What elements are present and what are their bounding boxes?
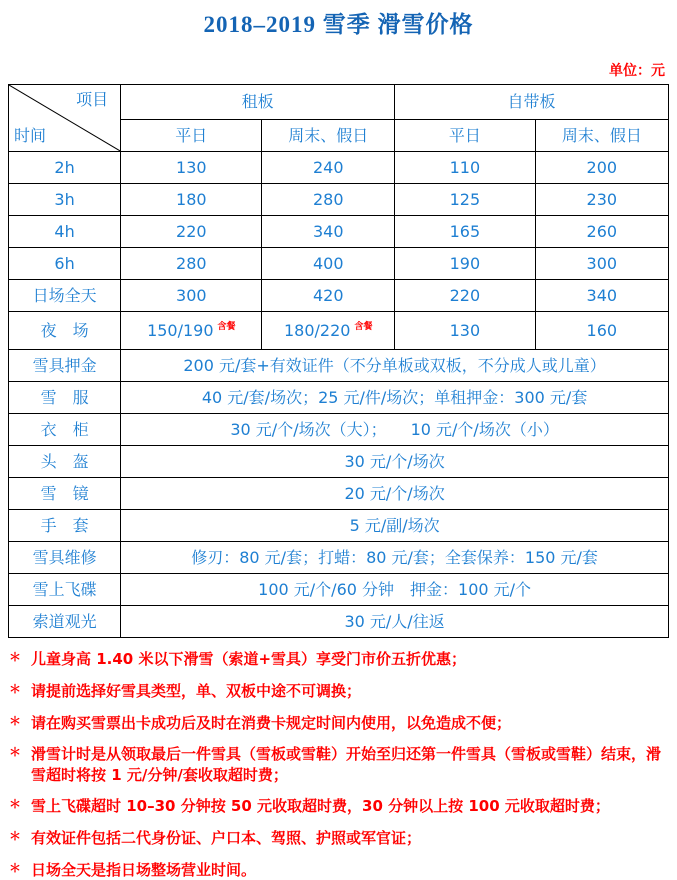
footnote-item xyxy=(8,744,671,785)
table-row-3h xyxy=(9,184,669,216)
row-label: 雪具押金 xyxy=(9,350,121,382)
table-row-4h xyxy=(9,216,669,248)
row-content: 100 元/个/60 分钟 押金：100 元/个 xyxy=(121,574,669,606)
row-label: 头 盔 xyxy=(9,446,121,478)
footnote-item xyxy=(8,713,671,733)
price-value: 150/190 xyxy=(147,320,214,340)
price-cell: 300 xyxy=(121,280,262,312)
price-cell: 110 xyxy=(395,152,536,184)
table-row-goggles xyxy=(9,478,669,510)
price-value: 180/220 xyxy=(284,320,351,340)
unit-label: 单位：元 xyxy=(609,63,665,79)
row-label: 衣 柜 xyxy=(9,414,121,446)
row-label: 3h xyxy=(9,184,121,216)
price-cell: 180 xyxy=(121,184,262,216)
row-label: 雪 服 xyxy=(9,382,121,414)
row-content: 40 元/套/场次；25 元/件/场次；单租押金：300 元/套 xyxy=(121,382,669,414)
table-row-night xyxy=(9,312,669,350)
row-content: 30 元/人/往返 xyxy=(121,606,669,638)
table-row-ski-suit xyxy=(9,382,669,414)
page-title: 2018–2019 雪季 滑雪价格 xyxy=(203,12,474,37)
footnote-text: 滑雪计时是从领取最后一件雪具（雪板或雪鞋）开始至归还第一件雪具（雪板或雪鞋）结束，滑雪超时将按 1 元/分钟/套收取超时费； xyxy=(31,745,662,784)
footnotes xyxy=(8,649,671,880)
price-cell: 220 xyxy=(121,216,262,248)
table-row-gloves xyxy=(9,510,669,542)
asterisk-marker: ＊ xyxy=(9,681,22,696)
price-cell: 260 xyxy=(535,216,668,248)
row-content: 20 元/个/场次 xyxy=(121,478,669,510)
price-cell: 400 xyxy=(262,248,395,280)
price-cell: 230 xyxy=(535,184,668,216)
price-cell: 125 xyxy=(395,184,536,216)
footnote-item xyxy=(8,796,671,816)
asterisk-marker: ＊ xyxy=(9,860,22,875)
sub-header-weekend: 周末、假日 xyxy=(535,120,668,152)
asterisk-marker: ＊ xyxy=(9,829,22,843)
sub-header-weekday: 平日 xyxy=(121,120,262,152)
price-cell: 240 xyxy=(262,152,395,184)
table-row-locker xyxy=(9,414,669,446)
meal-included-superscript: 含餐 xyxy=(354,321,373,332)
price-cell: 160 xyxy=(535,312,668,350)
table-row-snow-tube xyxy=(9,574,669,606)
row-label: 雪具维修 xyxy=(9,542,121,574)
row-label: 4h xyxy=(9,216,121,248)
footnote-item xyxy=(8,828,671,848)
price-cell: 130 xyxy=(121,152,262,184)
row-content: 200 元/套+有效证件（不分单板或双板，不分成人或儿童） xyxy=(121,350,669,382)
price-cell: 280 xyxy=(262,184,395,216)
footnote-text: 请提前选择好雪具类型，单、双板中途不可调换； xyxy=(31,681,362,700)
asterisk-marker: ＊ xyxy=(9,650,22,664)
table-row-equipment-deposit xyxy=(9,350,669,382)
asterisk-marker: ＊ xyxy=(9,797,22,812)
sub-header-weekday: 平日 xyxy=(395,120,536,152)
row-label: 手 套 xyxy=(9,510,121,542)
price-cell: 165 xyxy=(395,216,536,248)
footnote-item xyxy=(8,860,671,880)
group-header-rent-board: 租板 xyxy=(121,85,395,120)
asterisk-marker: ＊ xyxy=(9,713,22,728)
sub-header-weekend: 周末、假日 xyxy=(262,120,395,152)
row-content: 30 元/个/场次 xyxy=(121,446,669,478)
price-cell: 300 xyxy=(535,248,668,280)
table-row-equipment-repair xyxy=(9,542,669,574)
row-label: 2h xyxy=(9,152,121,184)
table-row-2h xyxy=(9,152,669,184)
price-cell: 220 xyxy=(395,280,536,312)
row-label: 6h xyxy=(9,248,121,280)
row-content: 30 元/个/场次（大）； 10 元/个/场次（小） xyxy=(121,414,669,446)
table-row-helmet xyxy=(9,446,669,478)
price-cell: 340 xyxy=(262,216,395,248)
row-label: 夜 场 xyxy=(9,312,121,350)
footnote-text: 有效证件包括二代身份证、户口本、驾照、护照或军官证； xyxy=(31,829,422,847)
row-label: 日场全天 xyxy=(9,280,121,312)
footnote-text: 请在购买雪票出卡成功后及时在消费卡规定时间内使用，以免造成不便； xyxy=(31,713,512,732)
price-cell: 340 xyxy=(535,280,668,312)
row-label: 雪上飞碟 xyxy=(9,574,121,606)
footnote-text: 雪上飞碟超时 10–30 分钟按 50 元收取超时费，30 分钟以上按 100 元收取超时费； xyxy=(31,797,610,816)
meal-included-superscript: 含餐 xyxy=(217,321,236,332)
price-table xyxy=(8,84,669,638)
price-cell xyxy=(262,312,395,350)
row-content: 修刃：80 元/套；打蜡：80 元/套；全套保养：150 元/套 xyxy=(121,542,669,574)
price-cell: 130 xyxy=(395,312,536,350)
footnote-item xyxy=(8,681,671,701)
corner-label-item: 项目 xyxy=(76,90,109,109)
table-header-group-row xyxy=(9,85,669,120)
asterisk-marker: ＊ xyxy=(9,745,22,760)
row-label: 雪 镜 xyxy=(9,478,121,510)
price-cell: 420 xyxy=(262,280,395,312)
footnote-text: 日场全天是指日场整场营业时间。 xyxy=(31,860,257,879)
row-content: 5 元/副/场次 xyxy=(121,510,669,542)
price-cell: 280 xyxy=(121,248,262,280)
table-row-6h xyxy=(9,248,669,280)
price-cell: 190 xyxy=(395,248,536,280)
table-row-cableway-tour xyxy=(9,606,669,638)
row-label: 索道观光 xyxy=(9,606,121,638)
table-row-day-full xyxy=(9,280,669,312)
corner-label-time: 时间 xyxy=(14,126,47,145)
footnote-text: 儿童身高 1.40 米以下滑雪（索道+雪具）享受门市价五折优惠； xyxy=(31,650,467,668)
price-cell xyxy=(121,312,262,350)
group-header-own-board: 自带板 xyxy=(395,85,669,120)
footnote-item xyxy=(8,649,671,669)
corner-header-cell xyxy=(9,85,121,152)
price-cell: 200 xyxy=(535,152,668,184)
